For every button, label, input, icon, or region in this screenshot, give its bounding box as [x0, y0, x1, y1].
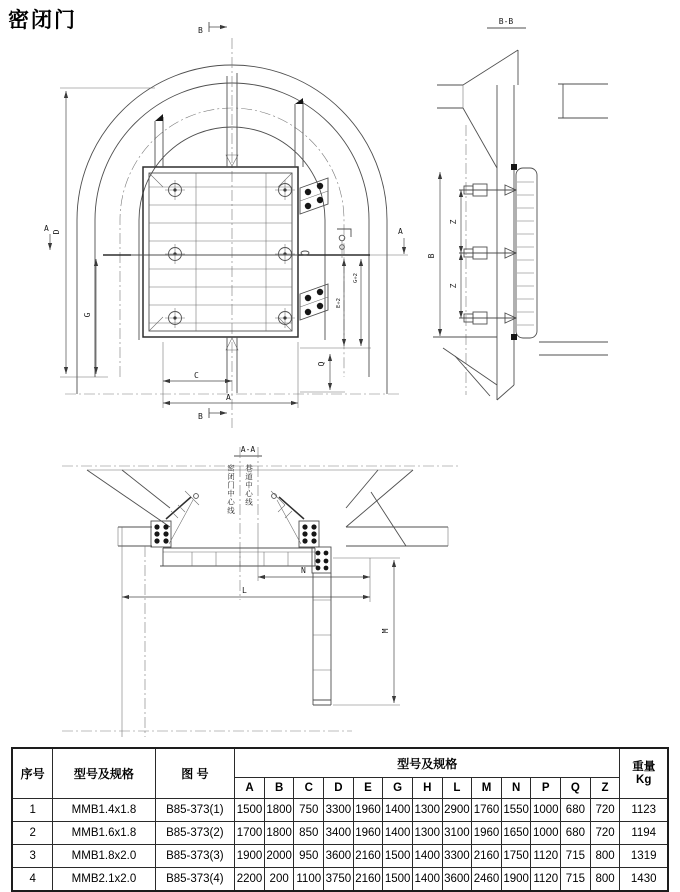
- table-cell: 1960: [353, 799, 383, 822]
- section-line-aa: [44, 224, 408, 255]
- table-cell: 1319: [620, 845, 668, 868]
- dim-column-header: B: [264, 778, 294, 799]
- col-header-weight: [620, 748, 668, 799]
- table-cell: 4: [12, 868, 53, 892]
- table-cell: 800: [590, 845, 620, 868]
- anchor-bolts: [459, 184, 516, 324]
- plan-walls: [62, 470, 448, 737]
- table-cell: 1700: [235, 822, 265, 845]
- table-cell: 3600: [442, 868, 472, 892]
- dim-label-m: M: [381, 628, 390, 634]
- table-cell: 200: [264, 868, 294, 892]
- table-cell: 1650: [501, 822, 531, 845]
- door-slab: [160, 548, 318, 566]
- dim-label-n: N: [301, 566, 306, 575]
- open-door-column: [312, 547, 331, 705]
- table-cell: 2900: [442, 799, 472, 822]
- table-cell: 1400: [412, 868, 442, 892]
- bolt-mark: [165, 180, 185, 200]
- dim-column-header: P: [531, 778, 561, 799]
- table-cell: 1800: [264, 799, 294, 822]
- weight-label: 重量: [632, 761, 656, 774]
- door-centerline-label: 密闭门中心线: [226, 464, 236, 515]
- table-cell: 1120: [531, 845, 561, 868]
- table-cell: MMB1.4x1.8: [53, 799, 155, 822]
- table-cell: 850: [294, 822, 324, 845]
- table-row: [12, 799, 668, 822]
- table-cell: 1000: [531, 799, 561, 822]
- table-cell: MMB2.1x2.0: [53, 868, 155, 892]
- table-cell: 1750: [501, 845, 531, 868]
- table-cell: 715: [561, 845, 591, 868]
- table-cell: 950: [294, 845, 324, 868]
- tunnel-arches: [60, 38, 400, 428]
- side-dimensions: [427, 172, 461, 336]
- table-cell: 1400: [383, 822, 413, 845]
- dim-label-a: A: [226, 393, 231, 402]
- table-cell: 1760: [472, 799, 502, 822]
- table-cell: 720: [590, 799, 620, 822]
- table-cell: 1400: [383, 799, 413, 822]
- table-cell: 1500: [383, 868, 413, 892]
- col-header-model: 型号及规格: [53, 748, 155, 799]
- table-cell: 800: [590, 868, 620, 892]
- table-cell: B85-373(3): [155, 845, 235, 868]
- dim-column-header: E: [353, 778, 383, 799]
- table-cell: 750: [294, 799, 324, 822]
- table-cell: MMB1.8x2.0: [53, 845, 155, 868]
- door-handle: [301, 229, 351, 258]
- table-cell: 3300: [324, 799, 354, 822]
- spec-table-body: [12, 799, 668, 892]
- plan-dimensions: [122, 532, 400, 705]
- dim-column-header: L: [442, 778, 472, 799]
- table-cell: 1500: [235, 799, 265, 822]
- bolt-mark: [165, 244, 185, 264]
- col-header-drawing: 图 号: [155, 748, 235, 799]
- dim-label-d: D: [52, 229, 61, 235]
- table-cell: B85-373(2): [155, 822, 235, 845]
- table-cell: 1960: [472, 822, 502, 845]
- hinge-bottom: [300, 284, 328, 320]
- dim-label-e-half: E÷2: [336, 298, 342, 308]
- dim-label-l: L: [242, 586, 247, 595]
- table-cell: 1123: [620, 799, 668, 822]
- hinge-top: [300, 178, 328, 214]
- table-cell: 1500: [383, 845, 413, 868]
- weight-unit: Kg: [636, 773, 652, 786]
- table-cell: 1194: [620, 822, 668, 845]
- dim-label-g: G: [83, 312, 92, 318]
- table-cell: 1430: [620, 868, 668, 892]
- table-cell: 2160: [472, 845, 502, 868]
- side-view: [427, 17, 608, 400]
- table-cell: 2000: [264, 845, 294, 868]
- section-label-b-top: B: [198, 26, 203, 35]
- table-cell: 2460: [472, 868, 502, 892]
- table-cell: B85-373(4): [155, 868, 235, 892]
- table-cell: 1: [12, 799, 53, 822]
- table-row: [12, 845, 668, 868]
- door-bolts: [165, 180, 295, 328]
- table-cell: 1100: [294, 868, 324, 892]
- table-cell: 680: [561, 822, 591, 845]
- dim-label-z2: Z: [449, 283, 458, 289]
- dim-label-z1: Z: [449, 219, 458, 225]
- table-cell: MMB1.6x1.8: [53, 822, 155, 845]
- spec-table: [11, 747, 669, 892]
- table-cell: 3100: [442, 822, 472, 845]
- table-cell: 680: [561, 799, 591, 822]
- table-cell: 720: [590, 822, 620, 845]
- anchor-bolt: [459, 247, 516, 259]
- dim-column-header: C: [294, 778, 324, 799]
- table-cell: 1400: [412, 845, 442, 868]
- page-title: 密闭门: [8, 9, 77, 32]
- section-marks-b: [198, 22, 227, 421]
- table-cell: 3600: [324, 845, 354, 868]
- col-header-no: 序号: [12, 748, 53, 799]
- dim-label-q: Q: [317, 361, 326, 367]
- table-cell: 715: [561, 868, 591, 892]
- dim-column-header: A: [235, 778, 265, 799]
- table-cell: 3750: [324, 868, 354, 892]
- dim-label-b: B: [427, 253, 436, 259]
- table-cell: 3400: [324, 822, 354, 845]
- table-cell: 1900: [501, 868, 531, 892]
- section-label-a-right: A: [398, 227, 403, 236]
- table-cell: 2200: [235, 868, 265, 892]
- front-view: [44, 22, 408, 428]
- bolt-mark: [165, 308, 185, 328]
- support-posts: [155, 73, 303, 393]
- section-label-b-bottom: B: [198, 412, 203, 421]
- table-cell: 3300: [442, 845, 472, 868]
- dim-column-header: G: [383, 778, 413, 799]
- side-view-label: B-B: [498, 17, 514, 26]
- table-cell: 1300: [412, 799, 442, 822]
- side-structure: [433, 50, 608, 400]
- table-cell: 1300: [412, 822, 442, 845]
- dim-column-header: Q: [561, 778, 591, 799]
- table-row: [12, 822, 668, 845]
- dim-column-header: Z: [590, 778, 620, 799]
- plan-view-label: A-A: [240, 445, 256, 454]
- table-cell: 1000: [531, 822, 561, 845]
- table-cell: 1900: [235, 845, 265, 868]
- dim-label-c: C: [194, 371, 199, 380]
- dim-label-g-half: G÷2: [353, 273, 359, 283]
- anchor-bolt: [459, 312, 516, 324]
- plan-view: [62, 445, 458, 737]
- anchor-bolt: [459, 184, 516, 196]
- dim-column-header: H: [412, 778, 442, 799]
- table-cell: 2160: [353, 845, 383, 868]
- table-cell: 3: [12, 845, 53, 868]
- spec-table-container: [11, 747, 669, 892]
- dim-column-header: D: [324, 778, 354, 799]
- plan-hinge-right: [271, 491, 319, 547]
- table-cell: B85-373(1): [155, 799, 235, 822]
- col-header-spec-group: 型号及规格: [235, 748, 620, 778]
- dim-column-header: M: [472, 778, 502, 799]
- dim-column-header: N: [501, 778, 531, 799]
- table-cell: 1960: [353, 822, 383, 845]
- table-cell: 1550: [501, 799, 531, 822]
- table-row: [12, 868, 668, 892]
- door-panel: [143, 155, 298, 350]
- table-cell: 2160: [353, 868, 383, 892]
- table-cell: 2: [12, 822, 53, 845]
- section-label-a-left: A: [44, 224, 49, 233]
- table-cell: 1120: [531, 868, 561, 892]
- tunnel-centerline-label: 巷道中心线: [244, 464, 254, 507]
- table-cell: 1800: [264, 822, 294, 845]
